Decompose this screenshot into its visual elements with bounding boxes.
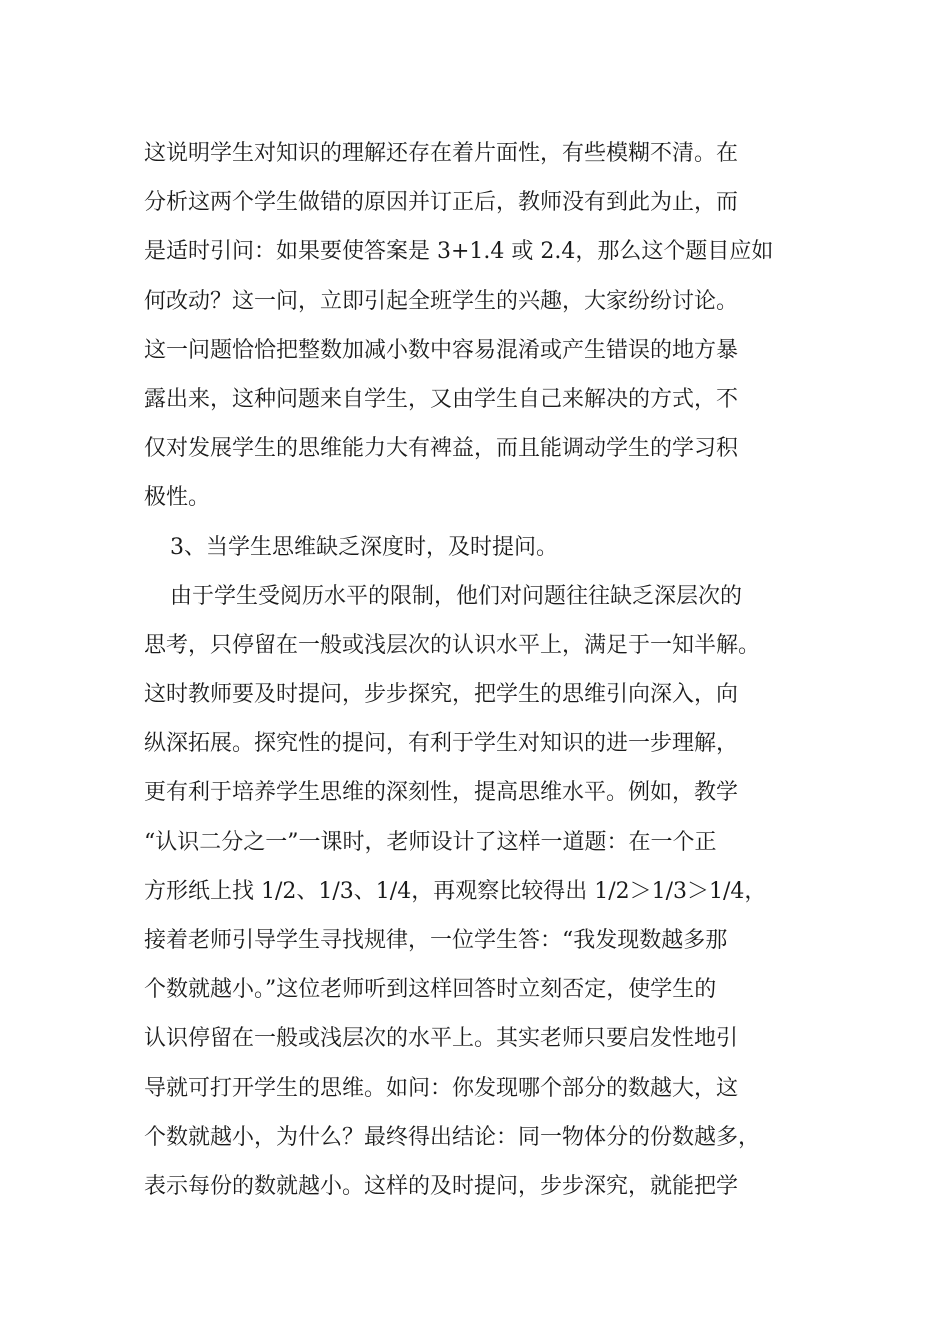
text-line: 思考，只停留在一般或浅层次的认识水平上，满足于一知半解。 <box>144 632 761 658</box>
text-line: 这时教师要及时提问，步步探究，把学生的思维引向深入，向 <box>144 682 739 708</box>
text-line: 极性。 <box>144 485 211 511</box>
text-line: 个数就越小，为什么？最终得出结论：同一物体分的份数越多， <box>144 1124 761 1150</box>
text-line: 分析这两个学生做错的原因并订正后，教师没有到此为止，而 <box>144 190 739 216</box>
text-line: 何改动？这一问，立即引起全班学生的兴趣，大家纷纷讨论。 <box>144 288 739 314</box>
text-line: 个数就越小。”这位老师听到这样回答时立刻否定，使学生的 <box>144 977 717 1003</box>
text-line: 表示每份的数就越小。这样的及时提问，步步深究，就能把学 <box>144 1173 739 1199</box>
body-text <box>144 129 834 1211</box>
text-line: 是适时引问：如果要使答案是 3+1.4 或 2.4，那么这个题目应如 <box>144 239 774 265</box>
text-line: 3、当学生思维缺乏深度时，及时提问。 <box>170 534 558 560</box>
text-line: 露出来，这种问题来自学生，又由学生自己来解决的方式，不 <box>144 386 739 412</box>
text-line: 这说明学生对知识的理解还存在着片面性，有些模糊不清。在 <box>144 141 739 166</box>
text-line: 由于学生受阅历水平的限制，他们对问题往往缺乏深层次的 <box>170 583 743 609</box>
text-line: 更有利于培养学生思维的深刻性，提高思维水平。例如，教学 <box>144 780 739 806</box>
text-line: “认识二分之一”一课时，老师设计了这样一道题：在一个正 <box>144 829 717 855</box>
text-line: 方形纸上找 1/2、1/3、1/4，再观察比较得出 1/2＞1/3＞1/4， <box>144 878 767 904</box>
text-line: 认识停留在一般或浅层次的水平上。其实老师只要启发性地引 <box>144 1026 739 1052</box>
text-line: 导就可打开学生的思维。如问：你发现哪个部分的数越大，这 <box>144 1075 739 1101</box>
text-line: 这一问题恰恰把整数加减小数中容易混淆或产生错误的地方暴 <box>144 337 739 363</box>
text-line: 接着老师引导学生寻找规律，一位学生答：“我发现数越多那 <box>144 928 728 953</box>
text-line: 纵深拓展。探究性的提问，有利于学生对知识的进一步理解， <box>144 731 739 757</box>
text-line: 仅对发展学生的思维能力大有裨益，而且能调动学生的学习积 <box>144 436 739 462</box>
